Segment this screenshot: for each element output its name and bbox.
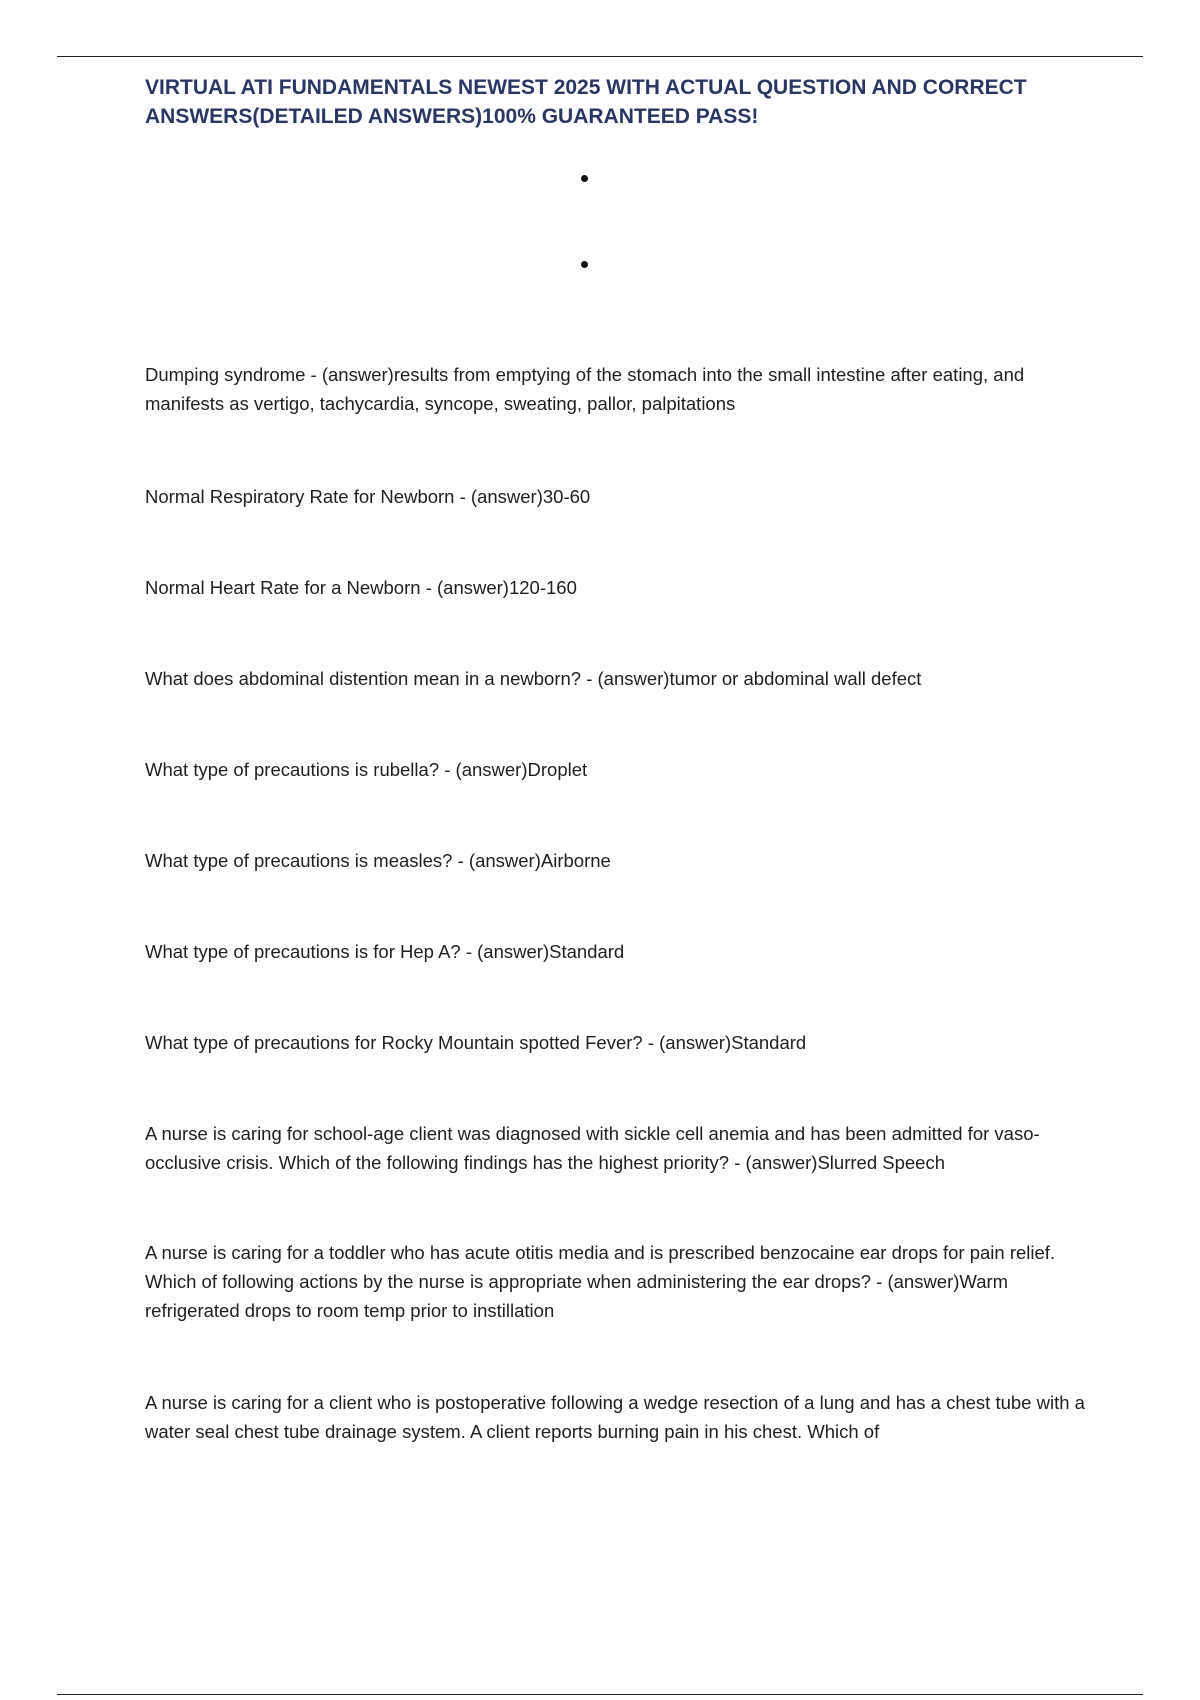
answer-separator: - (answer): [642, 1032, 732, 1053]
qa-item: [145, 1119, 1090, 1177]
bottom-divider: [57, 1694, 1143, 1695]
bullet-point: [581, 261, 588, 268]
answer-text: Droplet: [527, 759, 588, 780]
bullet-point: [581, 175, 588, 182]
question-text: What type of precautions is rubella?: [145, 759, 440, 780]
qa-item: [145, 937, 1090, 966]
question-text: What type of precautions for Rocky Mountain spotted Fever?: [145, 1032, 643, 1053]
qa-item: [145, 360, 1090, 418]
answer-text: Warm refrigerated drops to room temp prior to instillation: [145, 1271, 1009, 1321]
answer-text: Standard: [731, 1032, 807, 1053]
qa-item: [145, 1028, 1090, 1057]
answer-separator: - (answer): [581, 668, 670, 689]
answer-separator: - (answer): [305, 364, 394, 385]
answer-text: results from emptying of the stomach into the small intestine after eating, and manifests as vertigo, tachycardia, syncope, sweating, pallor, palpitations: [145, 364, 1025, 414]
answer-separator: - (answer): [439, 759, 528, 780]
question-text: What type of precautions is for Hep A?: [145, 941, 461, 962]
answer-separator: - (answer): [729, 1152, 818, 1173]
qa-item: [145, 482, 1090, 511]
answer-separator: - (answer): [452, 850, 541, 871]
answer-text: 30-60: [542, 486, 591, 507]
qa-item: [145, 664, 1090, 693]
question-text: A nurse is caring for school-age client was diagnosed with sickle cell anemia and has been admitted for vaso-occlusive crisis. Which of the following findings has the highest priority?: [145, 1123, 1040, 1173]
answer-text: Standard: [549, 941, 625, 962]
top-divider: [57, 56, 1143, 57]
question-text: Normal Respiratory Rate for Newborn: [145, 486, 455, 507]
qa-item: [145, 1238, 1090, 1325]
answer-separator: - (answer): [460, 941, 550, 962]
document-title: VIRTUAL ATI FUNDAMENTALS NEWEST 2025 WITH ACTUAL QUESTION AND CORRECT ANSWERS(DETAILED ANSWERS)100% GUARANTEED PASS!: [145, 76, 1027, 128]
question-text: Normal Heart Rate for a Newborn: [145, 577, 421, 598]
qa-item: [145, 846, 1090, 875]
question-text: What type of precautions is measles?: [145, 850, 453, 871]
qa-item: [145, 755, 1090, 784]
question-text: Dumping syndrome: [145, 364, 306, 385]
answer-text: Slurred Speech: [817, 1152, 945, 1173]
answer-separator: - (answer): [454, 486, 543, 507]
question-text: A nurse is caring for a client who is postoperative following a wedge resection of a lung and has a chest tube with a water seal chest tube drainage system. A client reports burning pain in his chest. Which of: [145, 1392, 1085, 1442]
answer-separator: - (answer): [871, 1271, 960, 1292]
answer-text: Airborne: [540, 850, 611, 871]
qa-item: [145, 573, 1090, 602]
question-text: A nurse is caring for a toddler who has acute otitis media and is prescribed benzocaine ear drops for pain relief. Which of following actions by the nurse is appropriate when administering the ear drops?: [145, 1242, 1056, 1292]
answer-separator: - (answer): [420, 577, 509, 598]
answer-text: 120-160: [508, 577, 577, 598]
question-text: What does abdominal distention mean in a newborn?: [145, 668, 582, 689]
answer-text: tumor or abdominal wall defect: [669, 668, 922, 689]
qa-item: [145, 1388, 1090, 1446]
